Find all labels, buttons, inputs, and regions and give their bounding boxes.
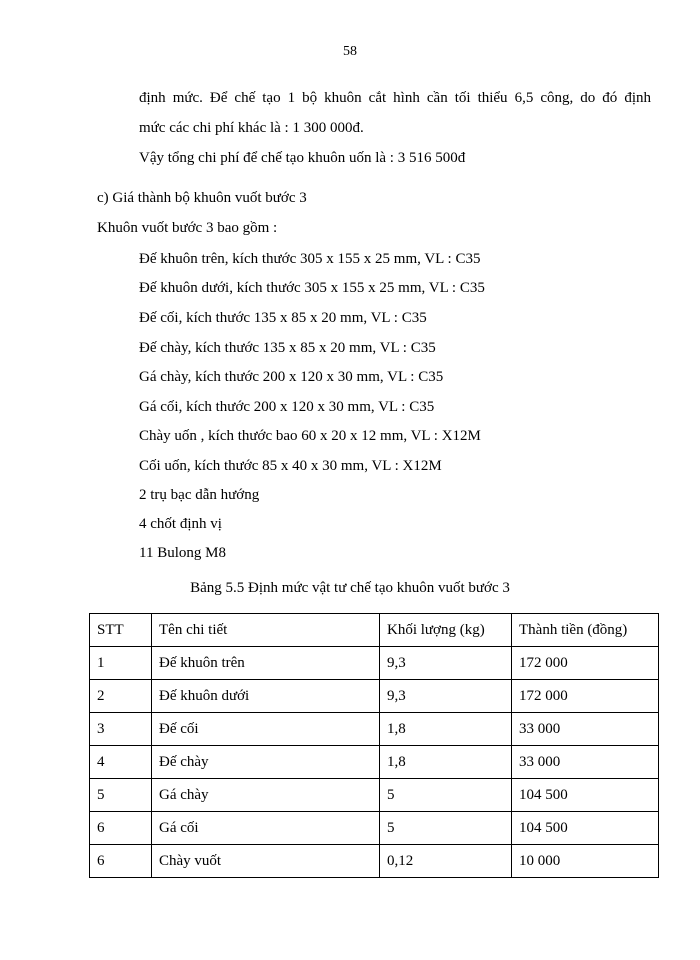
component-item: Gá cối, kích thước 200 x 120 x 30 mm, VL : C35 [139,399,435,415]
cell-weight: 5 [380,812,512,845]
section-heading: c) Giá thành bộ khuôn vuốt bước 3 [97,190,307,206]
cell-stt: 2 [90,680,152,713]
component-item: Cối uốn, kích thước 85 x 40 x 30 mm, VL : X12M [139,458,442,474]
component-item: Đế cối, kích thước 135 x 85 x 20 mm, VL : C35 [139,310,427,326]
component-item: 4 chốt định vị [139,516,222,532]
cell-cost: 172 000 [512,647,659,680]
component-item: Đế khuôn trên, kích thước 305 x 155 x 25 mm, VL : C35 [139,251,481,267]
component-item: 11 Bulong M8 [139,545,226,561]
materials-table [89,613,659,878]
cell-stt: 3 [90,713,152,746]
header-stt: STT [90,614,152,647]
component-item: Đế chày, kích thước 135 x 85 x 20 mm, VL : C35 [139,340,436,356]
table-row [90,779,659,812]
intro-line-1: định mức. Để chế tạo 1 bộ khuôn cắt hình cần tối thiểu 6,5 công, do đó định [139,90,651,106]
cell-cost: 10 000 [512,845,659,878]
header-cost: Thành tiền (đồng) [512,614,659,647]
component-item: Đế khuôn dưới, kích thước 305 x 155 x 25 mm, VL : C35 [139,280,485,296]
cell-stt: 6 [90,845,152,878]
cell-stt: 5 [90,779,152,812]
component-item: Gá chày, kích thước 200 x 120 x 30 mm, VL : C35 [139,369,444,385]
cell-part-name: Đế khuôn trên [152,647,380,680]
component-item: 2 trụ bạc dẫn hướng [139,487,260,503]
table-row [90,746,659,779]
cell-weight: 1,8 [380,746,512,779]
intro-line-2: mức các chi phí khác là : 1 300 000đ. [139,120,364,136]
table-row [90,680,659,713]
page-number: 58 [343,44,357,59]
cell-part-name: Đế chày [152,746,380,779]
cell-cost: 172 000 [512,680,659,713]
cell-cost: 33 000 [512,746,659,779]
cell-part-name: Gá chày [152,779,380,812]
cell-weight: 0,12 [380,845,512,878]
cell-cost: 104 500 [512,779,659,812]
intro-line-3: Vậy tổng chi phí để chế tạo khuôn uốn là : 3 516 500đ [139,150,466,166]
header-part-name: Tên chi tiết [152,614,380,647]
table-row [90,812,659,845]
cell-weight: 1,8 [380,713,512,746]
component-item: Chày uốn , kích thước bao 60 x 20 x 12 mm, VL : X12M [139,428,481,444]
table-row [90,845,659,878]
cell-part-name: Gá cối [152,812,380,845]
table-caption: Bảng 5.5 Định mức vật tư chế tạo khuôn vuốt bước 3 [190,580,510,596]
cell-cost: 104 500 [512,812,659,845]
section-lead: Khuôn vuốt bước 3 bao gồm : [97,220,278,236]
cell-stt: 6 [90,812,152,845]
cell-weight: 9,3 [380,680,512,713]
cell-stt: 4 [90,746,152,779]
cell-part-name: Đế khuôn dưới [152,680,380,713]
table-row [90,647,659,680]
table-row [90,713,659,746]
cell-stt: 1 [90,647,152,680]
header-weight: Khối lượng (kg) [380,614,512,647]
cell-part-name: Chày vuốt [152,845,380,878]
table-header-row [90,614,659,647]
cell-cost: 33 000 [512,713,659,746]
cell-weight: 9,3 [380,647,512,680]
cell-part-name: Đế cối [152,713,380,746]
cell-weight: 5 [380,779,512,812]
